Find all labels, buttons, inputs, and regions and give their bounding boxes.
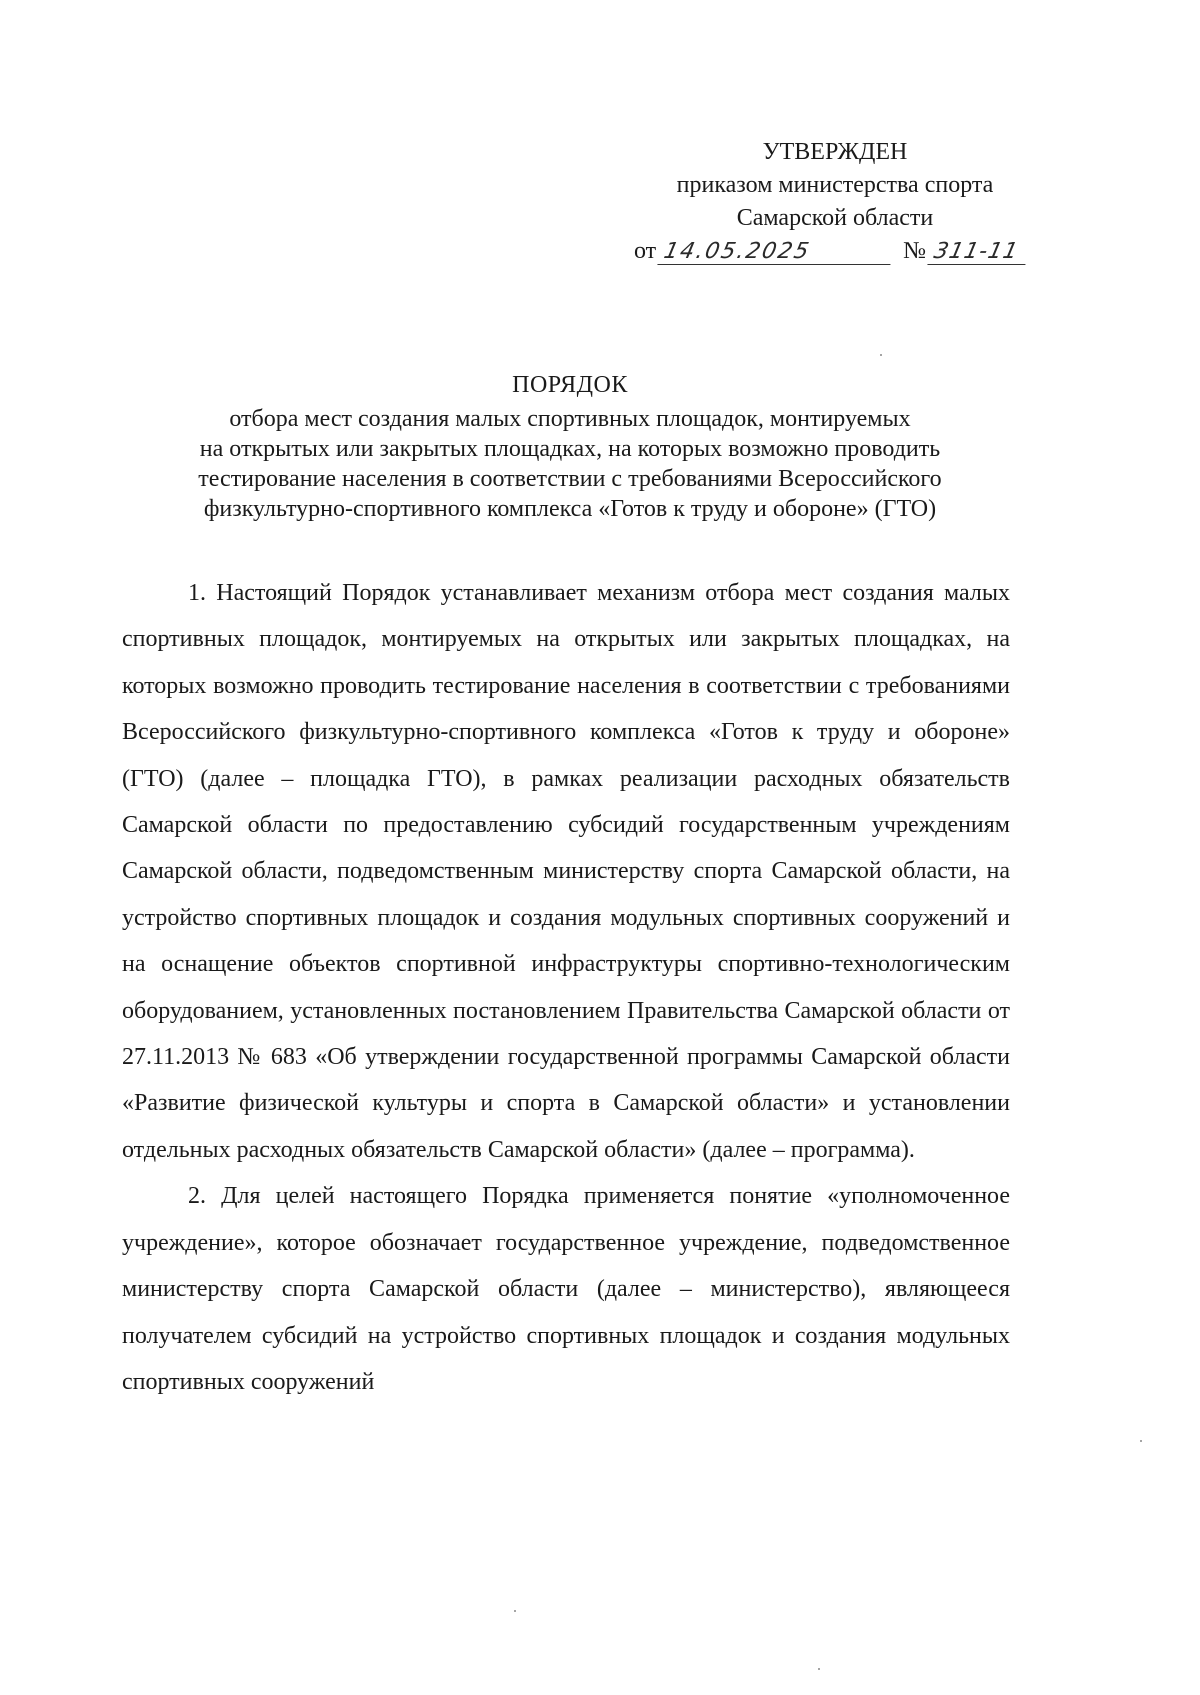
handwritten-date: 14.05.2025 — [658, 240, 896, 265]
scan-speck — [514, 1610, 516, 1612]
title-line: физкультурно-спортивного комплекса «Готов к труду и обороне» (ГТО) — [203, 496, 937, 522]
title-line: тестирование населения в соответствии с требованиями Всероссийского — [198, 466, 942, 492]
scan-speck — [880, 354, 882, 356]
document-body — [122, 570, 1010, 1405]
title-line: отбора мест создания малых спортивных площадок, монтируемых — [229, 406, 911, 432]
scan-speck — [1140, 1440, 1142, 1442]
handwritten-number: 311-11 — [927, 240, 1030, 265]
approval-heading: УТВЕРЖДЕН — [762, 139, 908, 165]
scan-speck — [818, 1668, 820, 1670]
number-prefix: № — [903, 238, 927, 264]
paragraph-1: 1. Настоящий Порядок устанавливает механизм отбора мест создания малых спортивных площадок, монтируемых на открытых или закрытых площадках, на которых возможно проводить тестирование населения в соответствии с требованиями Всероссийского физкультурно-спортивного комплекса «Готов к труду и обороне» (ГТО) (далее – площадка ГТО), в рамках реализации расходных обязательств Самарской области по предоставлению субсидий государственным учреждениям Самарской области, подведомственным министерству спорта Самарской области, на устройство спортивных площадок и создания модульных спортивных сооружений и на оснащение объектов спортивной инфраструктуры спортивно-технологическим оборудованием, установленных постановлением Правительства Самарской области от 27.11.2013 № 683 «Об утверждении государственной программы Самарской области «Развитие физической культуры и спорта в Самарской области» и установлении отдельных расходных обязательств Самарской области» (далее – программа). — [122, 580, 1010, 1163]
title-line: на открытых или закрытых площадках, на которых возможно проводить — [199, 436, 941, 462]
document-title: ПОРЯДОК — [512, 372, 628, 398]
approval-date-line — [630, 235, 1070, 268]
approval-stamp-block — [600, 136, 1070, 268]
approval-region-line: Самарской области — [736, 205, 934, 231]
approval-order-line: приказом министерства спорта — [676, 172, 994, 198]
date-prefix: от — [634, 238, 657, 264]
paragraph-2: 2. Для целей настоящего Порядка применяется понятие «уполномоченное учреждение», которое обозначает государственное учреждение, подведомственное министерству спорта Самарской области (далее – министерство), являющееся получателем субсидий на устройство спортивных площадок и создания модульных спортивных сооружений — [122, 1183, 1010, 1395]
document-title-block — [110, 370, 1030, 524]
